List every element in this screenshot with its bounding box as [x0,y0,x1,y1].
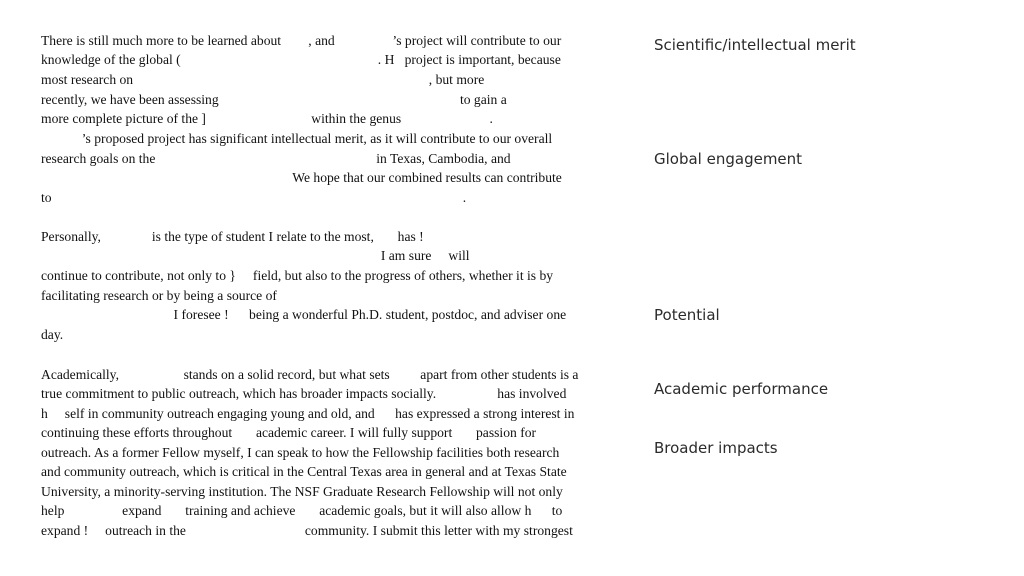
letter-line: expand ! outreach in the community. I submit this letter with my strongest [41,523,573,538]
letter-line: help expand training and achieve academic goals, but it will also allow h to [41,503,563,518]
letter-line: research goals on the in Texas, Cambodia, and [41,151,511,166]
criterion-label: Scientific/intellectual merit [654,36,856,54]
letter-line: day. [41,327,64,342]
letter-line: h self in community outreach engaging young and old, and has expressed a strong interest in [41,406,575,421]
criteria-annotations [654,0,1014,576]
letter-line: University, a minority-serving institution. The NSF Graduate Research Fellowship will not only [41,484,563,499]
letter-line: recently, we have been assessing to gain a [41,92,507,107]
letter-line: continue to contribute, not only to } field, but also to the progress of others, whether it is by [41,268,554,283]
letter-line: facilitating research or by being a source of [41,288,277,303]
criterion-label: Potential [654,306,720,324]
letter-line: most research on , but more [41,72,485,87]
criterion-label: Global engagement [654,150,803,168]
letter-line: There is still much more to be learned about , and ’s project will contribute to our [41,33,562,48]
letter-line: I foresee ! being a wonderful Ph.D. student, postdoc, and adviser one [41,307,567,322]
letter-line: outreach. As a former Fellow myself, I can speak to how the Fellowship facilities both research [41,445,560,460]
letter-line: ’s proposed project has significant intellectual merit, as it will contribute to our overall [41,131,553,146]
letter-line: to . [41,190,467,205]
recommendation-letter-excerpt [41,0,631,553]
letter-line: more complete picture of the ] within the genus . [41,111,493,126]
letter-line: Personally, is the type of student I relate to the most, has ! [41,229,424,244]
criterion-label: Academic performance [654,380,829,398]
letter-line: and community outreach, which is critical in the Central Texas area in general and at Texas State [41,464,567,479]
letter-line: I am sure will [41,248,470,263]
letter-line: Academically, stands on a solid record, but what sets apart from other students is a [41,367,579,382]
letter-line: We hope that our combined results can contribute [41,170,562,185]
letter-line: continuing these efforts throughout academic career. I will fully support passion for [41,425,537,440]
letter-line: knowledge of the global ( . H project is important, because [41,52,561,67]
letter-line: true commitment to public outreach, which has broader impacts socially. has involved [41,386,567,401]
criterion-label: Broader impacts [654,439,778,457]
